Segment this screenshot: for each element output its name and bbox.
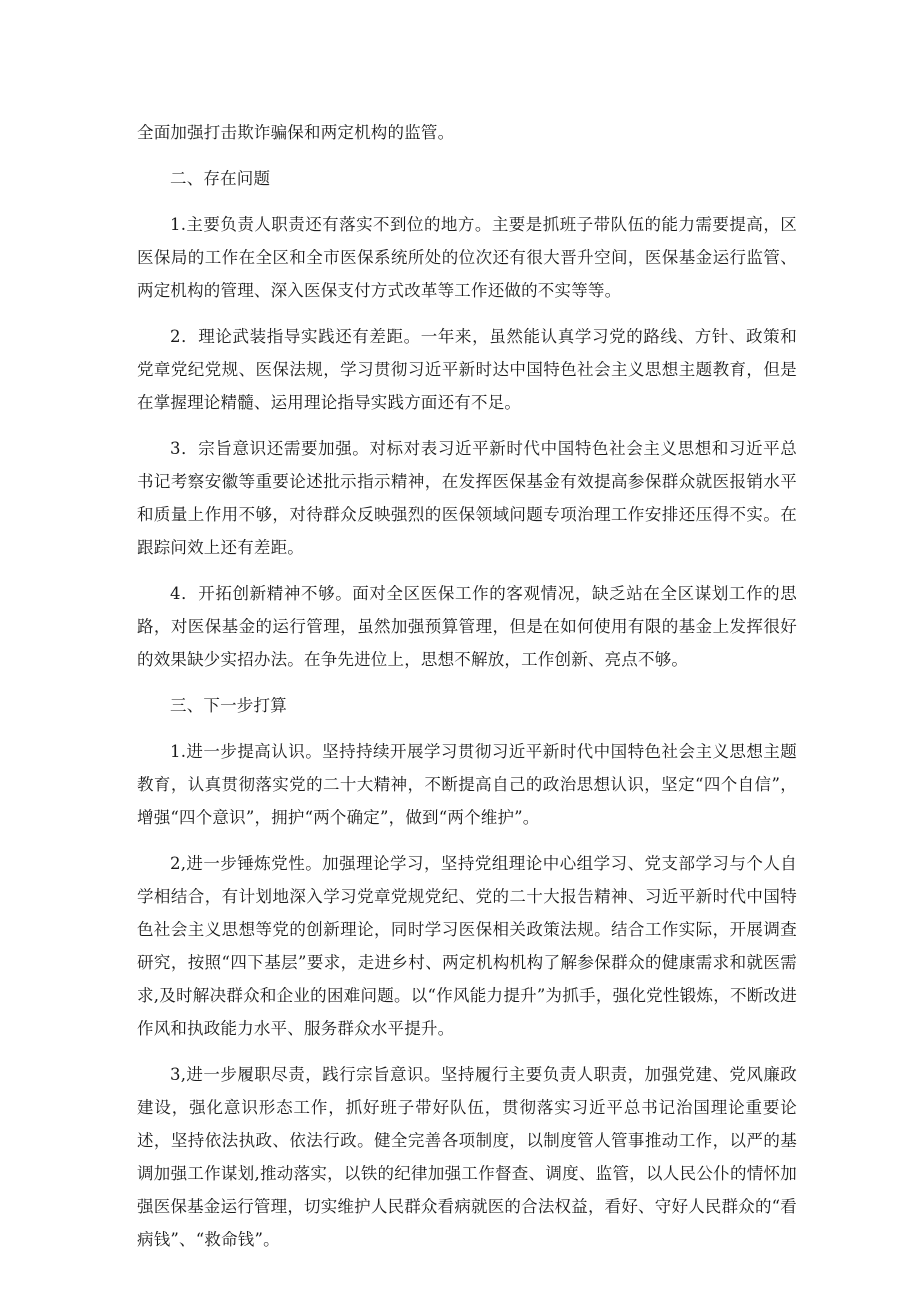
paragraph-plan-3: 3,进一步履职尽责，践行宗旨意识。坚持履行主要负责人职责，加强党建、党风廉政建设，强化意识形态工作，抓好班子带好队伍，贯彻落实习近平总书记治国理论重要论述，坚持依法执政、依法行政。健全完善各项制度，以制度管人管事推动工作，以严的基调加强工作谋划,推动落实，以铁的纪律加强工作督查、调度、监管，以人民公仆的情怀加强医保基金运行管理，切实维护人民群众看病就医的合法权益，看好、守好人民群众的“看病钱”、“救命钱”。 bbox=[137, 1065, 797, 1249]
document-body bbox=[137, 116, 797, 1256]
paragraph-problem-4: 4．开拓创新精神不够。面对全区医保工作的客观情况，缺乏站在全区谋划工作的思路，对医保基金的运行管理，虽然加强预算管理，但是在如何使用有限的基金上发挥很好的效果缺少实招办法。在争先进位上，思想不解放，工作创新、亮点不够。 bbox=[137, 584, 797, 669]
paragraph-problem-3: 3．宗旨意识还需要加强。对标对表习近平新时代中国特色社会主义思想和习近平总书记考察安徽等重要论述批示指示精神，在发挥医保基金有效提高参保群众就医报销水平和质量上作用不够，对待群众反映强烈的医保领域问题专项治理工作安排还压得不实。在跟踪问效上还有差距。 bbox=[137, 439, 797, 557]
paragraph-problem-1: 1.主要负责人职责还有落实不到位的地方。主要是抓班子带队伍的能力需要提高，区医保局的工作在全区和全市医保系统所处的位次还有很大晋升空间，医保基金运行监管、两定机构的管理、深入医保支付方式改革等工作还做的不实等等。 bbox=[137, 215, 797, 300]
section-heading-problems: 二、存在问题 bbox=[170, 169, 271, 188]
paragraph-intro-continuation: 全面加强打击欺诈骗保和两定机构的监管。 bbox=[137, 123, 455, 142]
section-heading-next-steps: 三、下一步打算 bbox=[170, 696, 287, 715]
paragraph-plan-2: 2,进一步锤炼党性。加强理论学习，坚持党组理论中心组学习、党支部学习与个人自学相结合，有计划地深入学习党章党规党纪、党的二十大报告精神、习近平新时代中国特色社会主义思想等党的创新理论，同时学习医保相关政策法规。结合工作实际，开展调查研究，按照“四下基层”要求，走进乡村、两定机构机构了解参保群众的健康需求和就医需求,及时解决群众和企业的困难问题。以“作风能力提升”为抓手，强化党性锻炼，不断改进作风和执政能力水平、服务群众水平提升。 bbox=[137, 854, 797, 1038]
paragraph-plan-1: 1.进一步提高认识。坚持持续开展学习贯彻习近平新时代中国特色社会主义思想主题教育，认真贯彻落实党的二十大精神，不断提高自己的政治思想认识，坚定“四个自信”，增强“四个意识”，拥护“两个确定”，做到“两个维护”。 bbox=[137, 742, 797, 827]
paragraph-problem-2: 2．理论武装指导实践还有差距。一年来，虽然能认真学习党的路线、方针、政策和党章党纪党规、医保法规，学习贯彻习近平新时达中国特色社会主义思想主题教育，但是在掌握理论精髓、运用理论指导实践方面还有不足。 bbox=[137, 327, 797, 412]
